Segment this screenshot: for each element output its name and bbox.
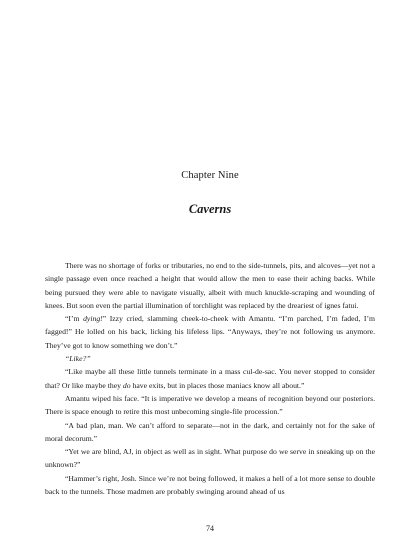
emphasis-text: dying! bbox=[83, 314, 103, 324]
paragraph: Amantu wiped his face. “It is imperative we develop a means of recognition beyond our posteriors. There is space enough to retire this most unbecoming single-file procession.” bbox=[45, 393, 375, 417]
paragraph: “Like maybe all these little tunnels terminate in a mass cul-de-sac. You never stopped to consider that? Or like maybe they do have exits, but in places those maniacs know all about.” bbox=[45, 367, 375, 390]
page-number: 74 bbox=[206, 524, 214, 533]
emphasis-text: do bbox=[122, 380, 131, 390]
paragraph: “A bad plan, man. We can’t afford to separate—not in the dark, and certainly not for the sake of moral decorum.” bbox=[45, 420, 375, 443]
paragraph: “I’m dying!” Izzy cried, slamming cheek-to-cheek with Amantu. “I’m parched, I’m faded, I’m fagged!” He lolled on his back, licking his lifeless lips. “Anyways, they’re not following us anymore. They’ve got to know something we don’t.” bbox=[45, 314, 375, 350]
paragraph: “Yet we are blind, AJ, in object as well as in sight. What purpose do we serve in sneaking up on the unknown?” bbox=[45, 447, 375, 470]
paragraph bbox=[45, 352, 375, 365]
paragraph-italic-text: “Like?” bbox=[65, 354, 91, 364]
chapter-title: Caverns bbox=[188, 202, 232, 216]
paragraph: There was no shortage of forks or tributaries, no end to the side-tunnels, pits, and alcoves—yet not a single passage even once reached a height that would allow the men to ease their aching backs. While being pursued they were able to navigate visually, albeit with much knuckle-scraping and wounding of knees. But soon even the partial illumination of torchlight was replaced by the dreariest of ignes fatui. bbox=[45, 261, 375, 310]
chapter-body bbox=[45, 259, 375, 498]
chapter-label: Chapter Nine bbox=[181, 170, 239, 181]
paragraph: “Hammer’s right, Josh. Since we’re not being followed, it makes a hell of a lot more sense to double back to the tunnels. Those madmen are probably swinging around ahead of us bbox=[45, 473, 375, 497]
